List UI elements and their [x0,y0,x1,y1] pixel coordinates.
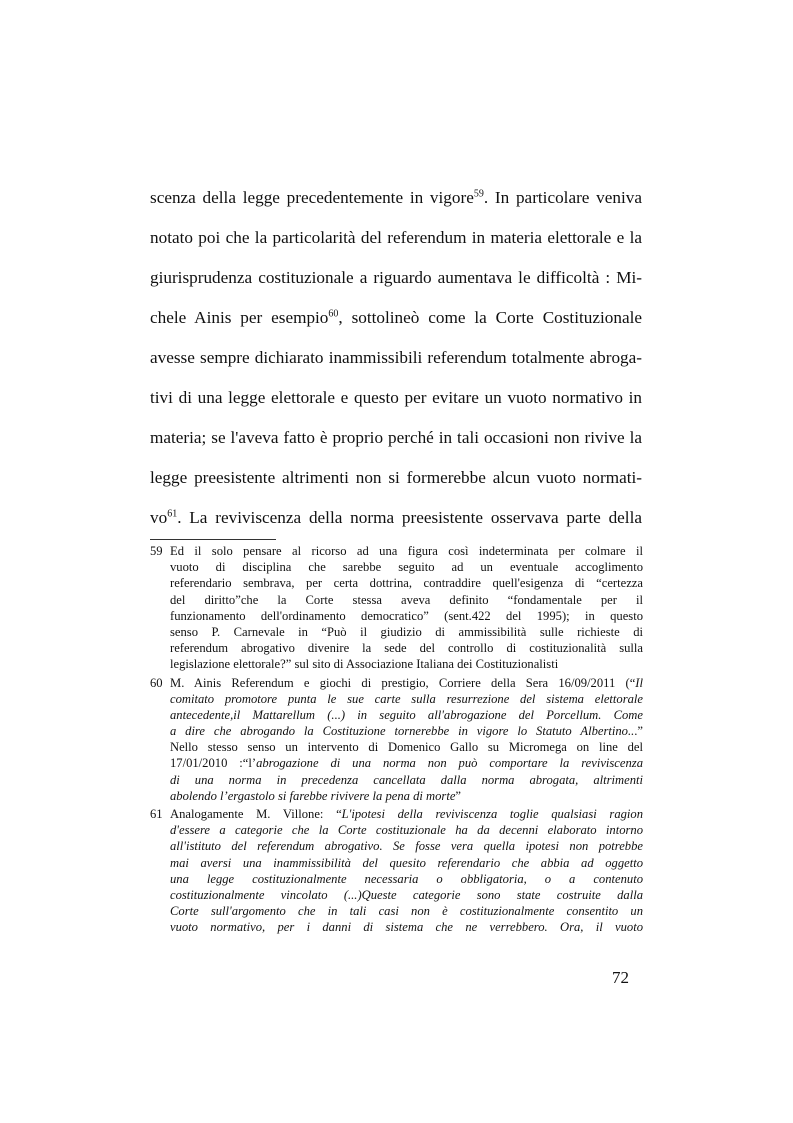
footnote-line: di una norma in precedenza cancellata dalla norma abrogata, altrimenti [170,772,643,787]
footnote-line: vuoto normativo, per i danni di sistema che ne verrebbero. Ora, il vuoto [170,920,643,935]
body-text-run: scenza della legge precedentemente in vigore [150,188,474,207]
footnote [150,806,643,936]
footnote-line: abolendo l’ergastolo si farebbe rivivere la pena di morte” [170,788,462,803]
body-line [150,378,642,418]
body-text-run: materia; se l'aveva fatto è proprio perché in tali occasioni non rivive la [150,428,642,447]
body-line [150,218,642,258]
footnote-line: una legge costituzionalmente necessaria o obbligatoria, o a contenuto [170,871,643,886]
footnote-separator [150,539,276,540]
footnote-reference[interactable]: 60 [328,308,339,320]
body-line [150,258,642,298]
body-text-run: . In particolare veniva [483,188,642,207]
footnote-number: 60 [150,675,163,690]
footnote-line: comitato promotore punta le sue carte sulla resurrezione del sistema elettorale [170,691,643,706]
body-text-run: notato poi che la particolarità del referendum in materia elettorale e la [150,228,642,247]
body-text-run: , sottolineò come la Corte Costituzionale [338,308,642,327]
footnote-line: costituzionalmente vincolato (...)Queste categorie sono state costruite dalla [170,887,643,902]
body-line [150,298,642,338]
body-line [150,338,642,378]
body-text [150,178,642,538]
footnote-line: Analogamente M. Villone: “L'ipotesi della reviviscenza toglie qualsiasi ragion [170,807,643,821]
footnote-line: senso P. Carnevale in “Può il giudizio di ammissibilità sulle richieste di [170,624,643,639]
body-text-run: legge preesistente altrimenti non si formerebbe alcun vuoto normati- [150,468,642,487]
footnotes [150,543,643,938]
body-line [150,418,642,458]
body-text-run: vo [150,508,168,527]
footnote-line: d'essere a categorie che la Corte costituzionale ha da decenni elaborato intorno [170,823,643,838]
footnote-line: Nello stesso senso un intervento di Domenico Gallo su Micromega on line del [170,740,643,755]
footnote-line: mai aversi una inammissibilità del quesito referendario che abbia ad oggetto [170,855,643,870]
footnote-line: Ed il solo pensare al ricorso ad una figura così indeterminata per colmare il [170,544,643,558]
footnote-number: 61 [150,807,163,821]
footnote-line: antecedente,il Mattarellum (...) in seguito all'abrogazione del Porcellum. Come [170,707,643,722]
body-text-run: chele Ainis per esempio [150,308,329,327]
body-line [150,498,642,538]
body-text-run: avesse sempre dichiarato inammissibili referendum totalmente abroga- [150,348,642,367]
footnote-line: legislazione elettorale?” sul sito di Associazione Italiana dei Costituzionalisti [170,657,559,672]
footnote-line: 17/01/2010 :“l’abrogazione di una norma non può comportare la reviviscenza [170,756,643,771]
footnote-line: referendum abrogativo divenire la sede del controllo di costituzionalità sulla [170,641,643,656]
footnote [150,543,643,673]
body-line [150,458,642,498]
footnote [150,675,643,805]
footnote-number: 59 [150,544,163,558]
footnote-line: a dire che abrogando la Costituzione tornerebbe in vigore lo Statuto Albertino...” [170,724,643,739]
footnote-line: referendario sembrava, per certa dottrina, contraddire quell'esigenza di “certezza [170,576,643,591]
body-text-run: tivi di una legge elettorale e questo per evitare un vuoto normativo in [150,388,642,407]
body-line [150,178,642,218]
footnote-line: Corte sull'argomento che in tali casi non è costituzionalmente consentito un [170,904,643,919]
footnote-reference[interactable]: 61 [167,508,178,520]
footnote-reference[interactable]: 59 [473,188,484,200]
footnote-line: funzionamento dell'ordinamento democratico” (sent.422 del 1995); in questo [170,608,643,623]
footnote-line: all'istituto del referendum abrogativo. Se fosse vera quella ipotesi non potrebbe [170,839,643,854]
footnote-line: M. Ainis Referendum e giochi di prestigio, Corriere della Sera 16/09/2011 (“Il [170,675,643,690]
body-text-run: giurisprudenza costituzionale a riguardo aumentava le difficoltà : Mi- [150,268,642,287]
footnote-line: del diritto”che la Corte stessa aveva definito “fondamentale per il [170,592,643,607]
footnote-line: vuoto di disciplina che sarebbe seguito ad un eventuale accoglimento [170,560,643,575]
body-text-run: . La reviviscenza della norma preesistente osservava parte della [177,508,642,527]
page-number: 72 [612,968,629,987]
